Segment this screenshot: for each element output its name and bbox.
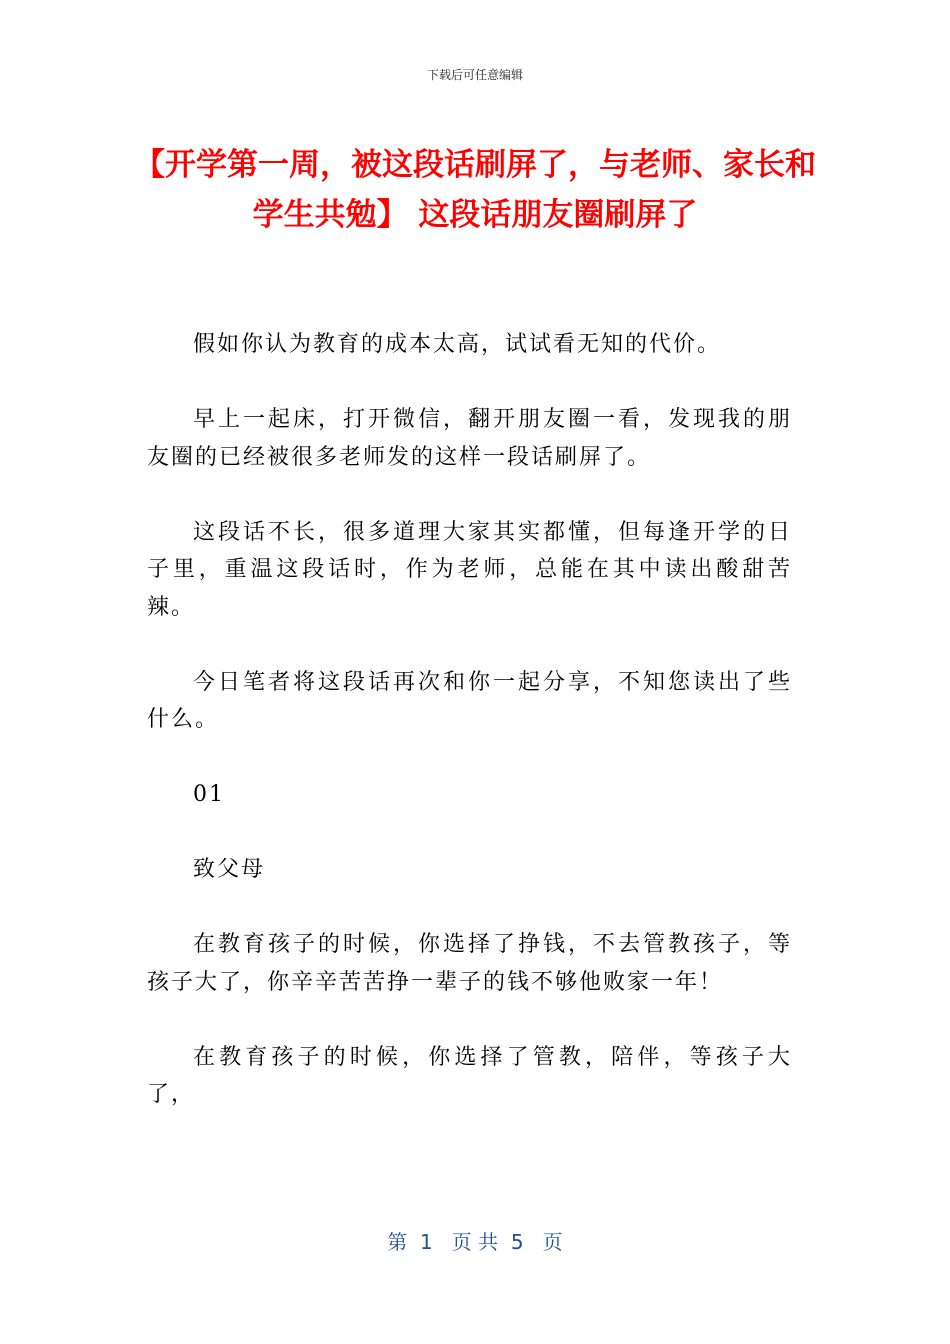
- section-number: 01: [193, 782, 225, 807]
- paragraph: 在教育孩子的时候，你选择了管教，陪伴，等孩子大了，: [147, 1044, 792, 1107]
- document-title: 【开学第一周，被这段话刷屏了，与老师、家长和学生共勉】 这段话朋友圈刷屏了: [134, 147, 816, 233]
- document-body: [147, 326, 792, 1114]
- page-number-footer: 第 1 页 共 5 页: [387, 1230, 563, 1254]
- paragraph: 早上一起床，打开微信，翻开朋友圈一看，发现我的朋友圈的已经被很多老师发的这样一段话刷屏了。: [147, 407, 792, 470]
- paragraph: 假如你认为教育的成本太高，试试看无知的代价。: [193, 332, 722, 357]
- paragraph: 这段话不长，很多道理大家其实都懂，但每逢开学的日子里，重温这段话时，作为老师，总能在其中读出酸甜苦辣。: [147, 519, 792, 620]
- paragraph: 在教育孩子的时候，你选择了挣钱，不去管教孩子，等孩子大了，你辛辛苦苦挣一辈子的钱不够他败家一年！: [147, 932, 792, 995]
- header-note: 下载后可任意编辑: [426, 68, 523, 82]
- section-heading: 致父母: [193, 857, 266, 882]
- paragraph: 今日笔者将这段话再次和你一起分享，不知您读出了些什么。: [147, 669, 792, 732]
